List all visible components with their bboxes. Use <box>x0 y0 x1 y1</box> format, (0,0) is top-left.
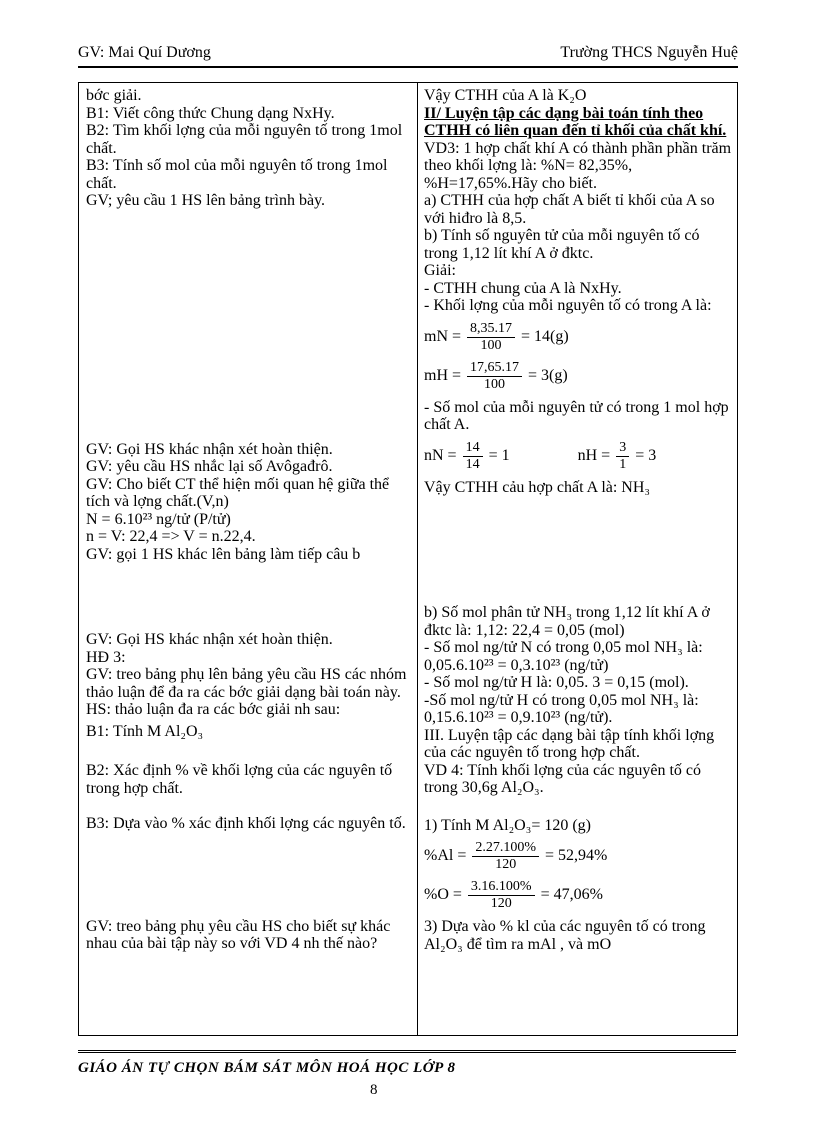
fraction: $\frac{8,35.17}{100}$ <box>467 321 515 354</box>
text-line: B1: Tính M Al₂O₃ <box>86 722 204 740</box>
text-line: GV: Gọi HS khác nhận xét hoàn thiện. <box>86 440 333 458</box>
equation-mH: mH = $\frac{17,65.17}{100}$ = 3(g) <box>424 359 568 392</box>
text-line: HS: thảo luận đa ra các bớc giải nh sau: <box>86 701 341 718</box>
text-line: B3: Tính số mol của mỗi nguyên tố trong 1mol chất. <box>86 157 388 192</box>
text-line: b) Số mol phân tử NH₃ trong 1,12 lít khí A ở đktc là: 1,12: 22,4 = 0,05 (mol) <box>424 604 710 639</box>
fraction: $\frac{14}{14}$ <box>463 440 483 473</box>
text-line: - CTHH chung của A là NxHy. <box>424 279 622 297</box>
text-line: VD3: 1 hợp chất khí A có thành phần phần trăm theo khối lợng là: %N= 82,35%, %H=17,65%.Hãy cho biết. <box>424 139 732 192</box>
fraction: $\frac{2.27.100\%}{120}$ <box>472 840 539 873</box>
text-line: - Số mol của mỗi nguyên tử có trong 1 mol hợp chất A. <box>424 398 729 433</box>
fraction: $\frac{3}{1}$ <box>616 440 629 473</box>
equation-mN: mN = $\frac{8,35.17}{100}$ = 14(g) <box>424 320 569 353</box>
equation-nN-nH: nN = $\frac{14}{14}$ = 1 nH = $\frac{3}{1}$ = 3 <box>424 439 657 472</box>
text-line: GV: gọi 1 HS khác lên bảng làm tiếp câu b <box>86 545 361 563</box>
text-line: GV: Gọi HS khác nhận xét hoàn thiện. <box>86 631 333 648</box>
lesson-table <box>78 82 738 1036</box>
text-line: HĐ 3: <box>86 648 126 666</box>
text-line: GV: yêu cầu HS nhắc lại số Avôgađrô. <box>86 458 333 475</box>
column-divider <box>417 83 418 1035</box>
text-line: N = 6.10²³ ng/tử (P/tử) <box>86 510 231 528</box>
footer-title: GIÁO ÁN TỰ CHỌN BÁM SÁT MÔN HOÁ HỌC LỚP 8 <box>78 1060 456 1076</box>
text-line: GV: Cho biết CT thể hiện mối quan hệ giữa thể tích và lợng chất.(V,n) <box>86 475 390 510</box>
text-line: - Số mol ng/tử H là: 0,05. 3 = 0,15 (mol). <box>424 674 689 691</box>
school-name: Trường THCS Nguyễn Huệ <box>560 44 738 61</box>
section-heading: II/ Luyện tập các dạng bài toán tính theo CTHH có liên quan đến tỉ khối của chất khí. <box>424 104 727 139</box>
text-line: - Khối lợng của mỗi nguyên tố có trong A là: <box>424 297 712 314</box>
teacher-name: GV: Mai Quí Dương <box>78 44 211 61</box>
text-line: Vậy CTHH cảu hợp chất A là: NH₃ <box>424 478 650 496</box>
student-content-column <box>424 83 732 953</box>
text-line: Vậy CTHH của A là K₂O <box>424 87 587 104</box>
text-line: a) CTHH của hợp chất A biết tỉ khối của A so với hiđro là 8,5. <box>424 192 715 227</box>
text-line: - Số mol ng/tử N có trong 0,05 mol NH₃ là: 0,05.6.10²³ = 0,3.10²³ (ng/tử) <box>424 639 703 674</box>
text-line: VD 4: Tính khối lợng của các nguyên tố có trong 30,6g Al₂O₃. <box>424 761 701 796</box>
text-line: GV: treo bảng phụ lên bảng yêu cầu HS các nhóm thảo luận để đa ra các bớc giải dạng bài toán này. <box>86 666 407 701</box>
fraction: $\frac{3.16.100\%}{120}$ <box>468 879 535 912</box>
text-line: -Số mol ng/tử H có trong 0,05 mol NH₃ là: 0,15.6.10²³ = 0,9.10²³ (ng/tử). <box>424 691 699 726</box>
text-line: B2: Xác định % về khối lợng của các nguyên tố trong hợp chất. <box>86 762 393 797</box>
fraction: $\frac{17,65.17}{100}$ <box>467 360 522 393</box>
page-number: 8 <box>370 1082 378 1098</box>
text-line: n = V: 22,4 => V = n.22,4. <box>86 528 256 545</box>
text-line: B3: Dựa vào % xác định khối lợng các nguyên tố. <box>86 815 406 832</box>
page-header <box>78 40 738 68</box>
text-line: b) Tính số nguyên tử của mỗi nguyên tố có trong 1,12 lít khí A ở đktc. <box>424 227 700 262</box>
text-line: B2: Tìm khối lợng của mỗi nguyên tố trong 1mol chất. <box>86 122 403 157</box>
equation-percent-o: %O = $\frac{3.16.100\%}{120}$ = 47,06% <box>424 879 603 911</box>
text-line: bớc giải. <box>86 87 142 104</box>
text-line: GV; yêu cầu 1 HS lên bảng trình bày. <box>86 192 326 209</box>
teacher-activity-column <box>86 83 412 953</box>
text-line: III. Luyện tập các dạng bài tập tính khối lợng của các nguyên tố trong hợp chất. <box>424 726 715 761</box>
text-line: Giải: <box>424 262 456 279</box>
text-line: 3) Dựa vào % kl của các nguyên tố có trong Al₂O₃ để tìm ra mAl , và mO <box>424 918 706 953</box>
text-line: B1: Viết công thức Chung dạng NxHy. <box>86 104 335 122</box>
equation-percent-al: %Al = $\frac{2.27.100\%}{120}$ = 52,94% <box>424 840 608 872</box>
text-line: GV: treo bảng phụ yêu cầu HS cho biết sự khác nhau của bài tập này so với VD 4 nh thế nào? <box>86 917 391 952</box>
text-line: 1) Tính M Al₂O₃= 120 (g) <box>424 816 591 834</box>
